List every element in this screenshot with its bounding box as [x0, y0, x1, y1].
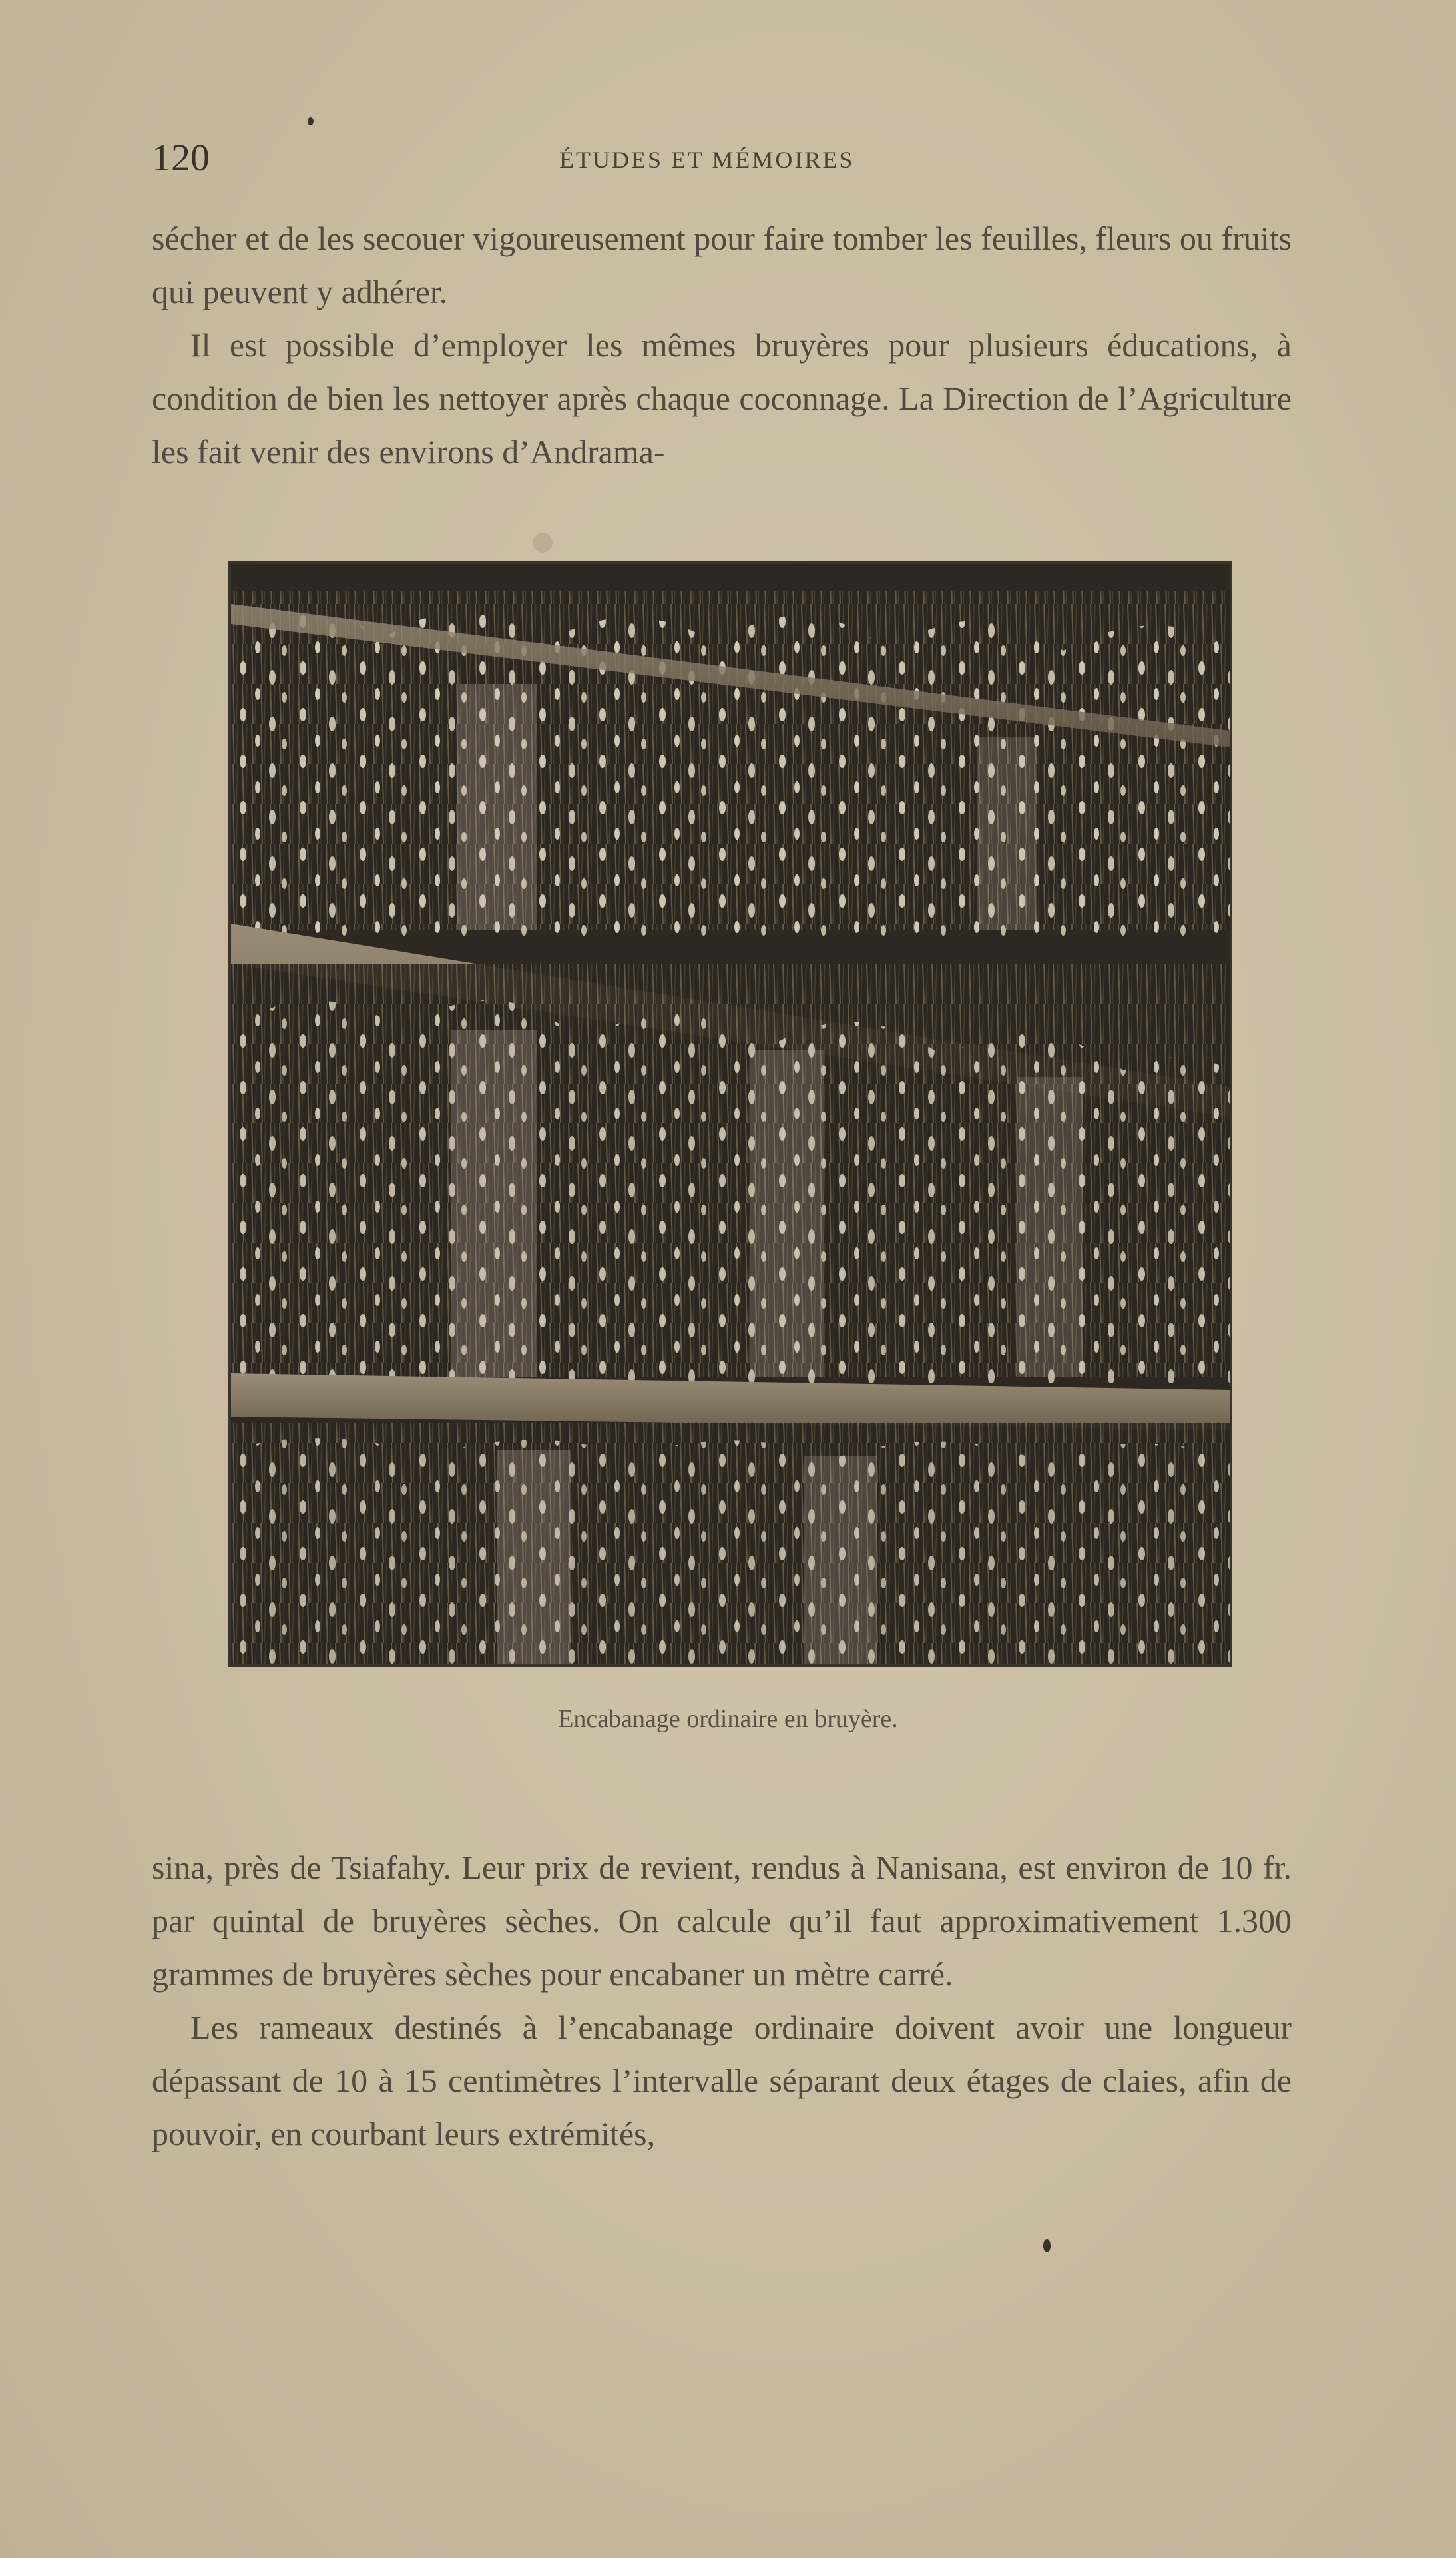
text-block-before-figure: [152, 212, 1292, 478]
paragraph: Il est possible d’employer les mêmes bruyères pour plusieurs éducations, à condition de bien les nettoyer après chaque coconnage. La Direction de l’Agriculture les fait venir des environs d’Andrama-: [152, 326, 1292, 470]
paragraph: sina, près de Tsiafahy. Leur prix de revient, rendus à Nanisana, est environ de 10 fr. par quintal de bruyères sèches. On calcule qu’il faut approximativement 1.300 grammes de bruyères sèches pour encabaner un mètre carré.: [152, 1849, 1292, 1993]
page-number: 120: [152, 136, 210, 179]
ink-speck: [308, 117, 314, 125]
ink-speck: [533, 533, 553, 553]
paragraph: Les rameaux destinés à l’encabanage ordinaire doivent avoir une longueur dépassant de 10 à 15 centimètres l’intervalle séparant deux étages de claies, afin de pouvoir, en courbant leurs extrémités,: [152, 2009, 1292, 2152]
photograph-encabanage: [228, 561, 1232, 1667]
figure-caption: Encabanage ordinaire en bruyère.: [558, 1705, 898, 1733]
running-head: ÉTUDES ET MÉMOIRES: [559, 147, 855, 173]
text-block-after-figure: [152, 1841, 1292, 2160]
paragraph: sécher et de les secouer vigoureusement pour faire tomber les feuilles, fleurs ou fruits qui peuvent y adhérer.: [152, 220, 1292, 310]
photograph-image: [231, 564, 1230, 1664]
ink-speck: [1043, 2239, 1051, 2252]
